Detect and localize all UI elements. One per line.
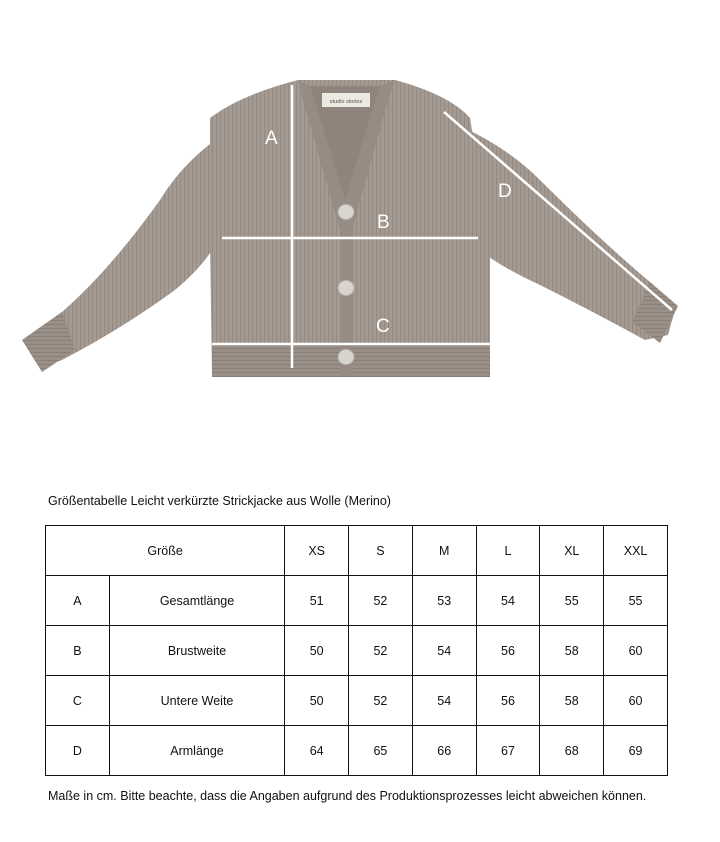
cardigan-illustration [0,0,720,400]
table-row [46,726,668,776]
brand-tag-text: studio stories [329,99,363,105]
cell-value: 68 [540,726,604,776]
label-a: A [265,128,278,149]
cell-value: 52 [349,576,413,626]
cell-value: 52 [349,626,413,676]
size-m: M [412,526,476,576]
table-row [46,626,668,676]
size-table [45,525,668,776]
cell-value: 53 [412,576,476,626]
size-xxl: XXL [604,526,668,576]
page-title: Größentabelle Leicht verkürzte Strickjacke aus Wolle (Merino) [48,494,391,508]
cell-value: 58 [540,626,604,676]
cell-value: 54 [476,576,540,626]
cell-value: 69 [604,726,668,776]
cell-value: 56 [476,626,540,676]
label-d: D [498,181,512,202]
cardigan-image [0,0,720,400]
size-header: Größe [46,526,285,576]
cell-value: 51 [285,576,349,626]
cell-value: 50 [285,626,349,676]
size-xl: XL [540,526,604,576]
cell-value: 64 [285,726,349,776]
cell-value: 54 [412,626,476,676]
cell-value: 55 [604,576,668,626]
cell-value: 65 [349,726,413,776]
cell-value: 52 [349,676,413,726]
footnote: Maße in cm. Bitte beachte, dass die Angaben aufgrund des Produktionsprozesses leicht abweichen können. [48,789,647,803]
size-l: L [476,526,540,576]
size-s: S [349,526,413,576]
row-code: C [46,676,110,726]
cell-value: 50 [285,676,349,726]
cell-value: 67 [476,726,540,776]
cell-value: 56 [476,676,540,726]
row-code: A [46,576,110,626]
cell-value: 58 [540,676,604,726]
row-code: B [46,626,110,676]
label-c: C [376,316,390,337]
cell-value: 60 [604,626,668,676]
cell-value: 55 [540,576,604,626]
table-row [46,676,668,726]
label-b: B [377,212,390,233]
row-code: D [46,726,110,776]
row-name: Untere Weite [109,676,285,726]
row-name: Gesamtlänge [109,576,285,626]
cell-value: 60 [604,676,668,726]
table-header-row [46,526,668,576]
size-xs: XS [285,526,349,576]
table-row [46,576,668,626]
cell-value: 54 [412,676,476,726]
row-name: Brustweite [109,626,285,676]
cell-value: 66 [412,726,476,776]
row-name: Armlänge [109,726,285,776]
